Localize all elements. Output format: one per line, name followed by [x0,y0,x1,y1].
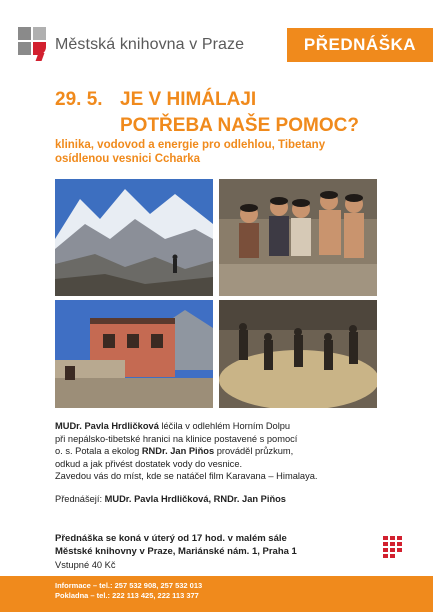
praha-logo-icon [383,536,409,560]
admission-price: Vstupné 40 Kč [55,560,116,570]
villagers-harvest-photo [219,300,377,408]
children-photo [219,179,377,296]
speakers-names: MUDr. Pavla Hrdličková, RNDr. Jan Piňos [104,494,286,504]
description-text: při nepálsko-tibetské hranici na klinice postavené s pomocí [55,433,298,444]
description-text: odkud a jak přivést dostatek vody do vesnice. [55,458,243,469]
description-text: Zavedou vás do míst, kde se natáčel film Karavana – Himalaya. [55,471,318,481]
event-description [55,420,395,483]
venue-info [55,533,297,558]
event-date: 29. 5. [55,89,103,110]
footer-bar [0,576,433,612]
venue-line-1: Přednáška se koná v úterý od 17 hod. v malém sále [55,533,287,544]
event-subtitle: klinika, vodovod a energie pro odlehlou, Tibetany osídlenou vesnici Ccharka [55,139,326,165]
description-text: o. s. Potala a ekolog [55,446,142,456]
speaker-name-1: MUDr. Pavla Hrdličková [55,421,159,431]
description-text: prováděl průzkum, [214,446,294,456]
speakers-label: Přednášejí: [55,494,105,504]
footer-cashdesk-phone: Pokladna – tel.: 222 113 425, 222 113 377 [55,591,199,600]
footer-info-phone: Informace – tel.: 257 532 908, 257 532 013 [55,581,203,590]
venue-line-2: Městské knihovny v Praze, Mariánské nám. 1, Praha 1 [55,545,297,557]
speaker-name-2: RNDr. Jan Piňos [141,446,215,456]
event-type-badge: PŘEDNÁŠKA [287,28,433,62]
description-text: léčila v odlehlém Horním Dolpu [158,421,291,431]
clinic-building-photo [55,300,213,408]
library-logo-icon [18,27,48,57]
himalayan-valley-photo [55,179,213,296]
library-name: Městská knihovna v Praze [55,36,245,53]
speakers-line [55,494,286,504]
event-title-line-1: JE V HIMÁLAJI [120,89,257,110]
event-title-line-2: POTŘEBA NAŠE POMOC? [120,115,359,136]
